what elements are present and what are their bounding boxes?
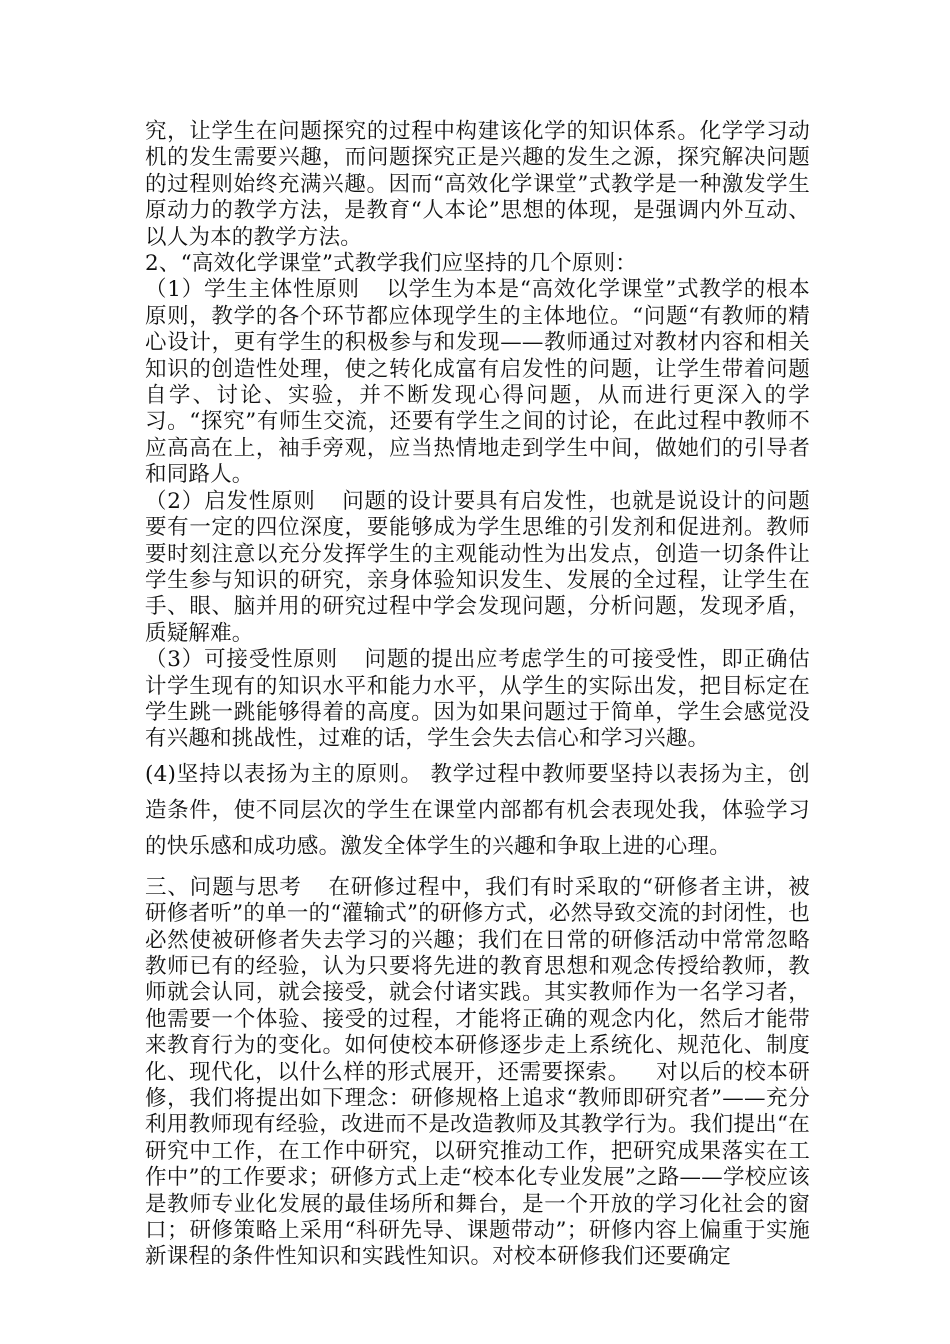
paragraph-5-principle-3 <box>145 647 810 753</box>
principle-heading: （3）可接受性原则 <box>145 647 338 673</box>
section-heading: 三、问题与思考 <box>145 874 302 900</box>
paragraph-text: 在研修过程中，我们有时采取的“研修者主讲，被研修者听”的单一的“灌输式”的研修方式，必然导致交流的封闭性，也必然使被研修者失去学习的兴趣；我们在日常的研修活动中常常忽略教师已有的经验，认为只要将先进的教育思想和观念传授给教师，教师就会认同，就会接受，就会付诸实践。其实教师作为一名学习者，他需要一个体验、接受的过程，才能将正确的观念内化，然后才能带来教育行为的变化。如何使校本研修逐步走上系统化、规范化、制度化、现代化，以什么样的形式展开，还需要探索。 <box>145 874 810 1085</box>
paragraph-text: 究，让学生在问题探究的过程中构建该化学的知识体系。化学学习动机的发生需要兴趣，而问题探究正是兴趣的发生之源，探究解决问题的过程则始终充满兴趣。因而“高效化学课堂”式教学是一种激发学生原动力的教学方法，是教育“人本论”思想的体现，是强调内外互动、以人为本的教学方法。 <box>145 119 810 250</box>
paragraph-text: 问题的提出应考虑学生的可接受性，即正确估计学生现有的知识水平和能力水平，从学生的实际出发，把目标定在学生跳一跳能够得着的高度。因为如果问题过于简单，学生会感觉没有兴趣和挑战性，过难的话，学生会失去信心和学习兴趣。 <box>145 647 810 752</box>
paragraph-text: 以学生为本是“高效化学课堂”式教学的根本原则，教学的各个环节都应体现学生的主体地位。“问题“有教师的精心设计，更有学生的积极参与和发现——教师通过对教材内容和相关知识的创造性处理，使之转化成富有启发性的问题，让学生带着问题自学、讨论、实验，并不断发现心得问题，从而进行更深入的学习。“探究”有师生交流，还要有学生之间的讨论，在此过程中教师不应高高在上，袖手旁观，应当热情地走到学生中间，做她们的引导者和同路人。 <box>145 277 810 488</box>
paragraph-6-principle-4 <box>145 757 810 865</box>
paragraph-text: 2、“高效化学课堂”式教学我们应坚持的几个原则： <box>145 251 637 277</box>
paragraph-1 <box>145 119 810 251</box>
principle-heading: （2）启发性原则 <box>145 488 316 514</box>
principle-heading: （1）学生主体性原则 <box>145 277 360 303</box>
paragraph-4-principle-2 <box>145 489 810 647</box>
paragraph-text: 教学过程中教师要坚持以表扬为主，创造条件，使不同层次的学生在课堂内部都有机会表现处我，体验学习的快乐感和成功感。激发全体学生的兴趣和争取上进的心理。 <box>145 761 810 859</box>
paragraph-3-principle-1 <box>145 277 810 488</box>
document-page <box>145 119 810 1271</box>
paragraph-text-continued: 对以后的校本研修，我们将提出如下理念：研修规格上追求“教师即研究者”——充分利用教师现有经验，改进而不是改造教师及其教学行为。我们提出“在研究中工作，在工作中研究，以研究推动工作，把研究成果落实在工作中”的工作要求；研修方式上走“校本化专业发展”之路——学校应该是教师专业化发展的最佳场所和舞台，是一个开放的学习化社会的窗口；研修策略上采用“科研先导、课题带动”；研修内容上偏重于实施新课程的条件性知识和实践性知识。对校本研修我们还要确定 <box>145 1059 811 1270</box>
paragraph-text: 问题的设计要具有启发性，也就是说设计的问题要有一定的四位深度，要能够成为学生思维的引发剂和促进剂。教师要时刻注意以充分发挥学生的主观能动性为出发点，创造一切条件让学生参与知识的研究，亲身体验知识发生、发展的全过程，让学生在手、眼、脑并用的研究过程中学会发现问题，分析问题，发现矛盾，质疑解难。 <box>145 488 811 646</box>
principle-heading: (4)坚持以表扬为主的原则。 <box>145 761 423 787</box>
paragraph-2-section-heading <box>145 251 810 277</box>
paragraph-7-problems-and-thoughts <box>145 875 810 1271</box>
